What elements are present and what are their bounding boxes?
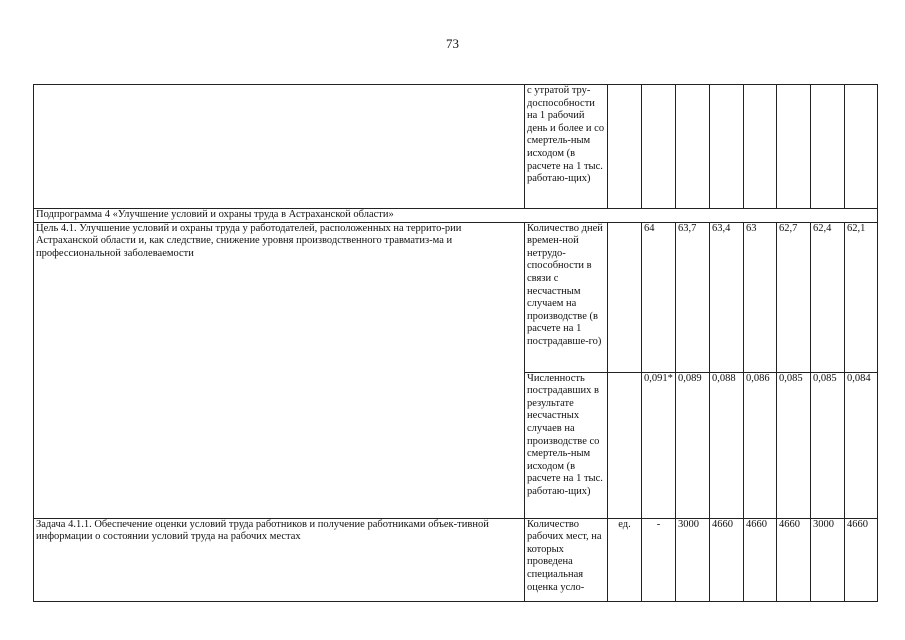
value-cell: 62,4 [811, 222, 845, 372]
unit-cell [608, 85, 642, 209]
value-cell: 4660 [845, 518, 878, 601]
indicator-cell [525, 85, 608, 209]
value-cell: 0,089 [676, 372, 710, 518]
value-cell: 63 [744, 222, 777, 372]
task-text: Задача 4.1.1. Обеспечение оценки условий труда работников и получение работниками объек-тивной информации о состоянии условий труда на рабочих местах [34, 518, 525, 601]
indicator-cell [525, 518, 608, 601]
indicator-name: Численность пострадавших в результате несчастных случаев на производстве со смертель-ным исходом (в расчете на 1 тыс. работаю-щих) [527, 372, 603, 497]
value-cell: 0,084 [845, 372, 878, 518]
value-cell: 0,086 [744, 372, 777, 518]
value-cell: 4660 [777, 518, 811, 601]
value-cell [744, 85, 777, 209]
indicator-cell [525, 222, 608, 372]
unit-cell [608, 222, 642, 372]
value-cell: 0,085 [811, 372, 845, 518]
value-cell: 64 [642, 222, 676, 372]
base-value-cell: - [642, 518, 676, 601]
value-cell [777, 85, 811, 209]
goal-cell-empty [34, 85, 525, 209]
value-cell: 4660 [744, 518, 777, 601]
value-cell: 3000 [811, 518, 845, 601]
table-row-continuation [34, 85, 878, 209]
value-cell [676, 85, 710, 209]
value-cell: 0,091* [642, 372, 676, 518]
value-cell: 3000 [676, 518, 710, 601]
indicator-name: с утратой тру-доспособности на 1 рабочий день и более и со смертель-ным исходом (в расчете на 1 тыс. работаю-щих) [527, 85, 605, 185]
unit-cell [608, 372, 642, 518]
goal-text: Цель 4.1. Улучшение условий и охраны труда у работодателей, расположенных на террито-рии Астраханской области и, как следствие, снижение уровня производственного травматиз-ма и профессиональной заболеваемости [34, 222, 525, 518]
value-cell: 62,1 [845, 222, 878, 372]
indicator-table [33, 84, 878, 602]
page-number: 73 [446, 36, 459, 51]
value-cell [845, 85, 878, 209]
value-cell: 63,4 [710, 222, 744, 372]
indicator-name: Количество дней времен-ной нетрудо-способности в связи с несчастным случаем на производстве (в расчете на 1 пострадавше-го) [527, 222, 603, 347]
value-cell: 0,088 [710, 372, 744, 518]
value-cell: 63,7 [676, 222, 710, 372]
indicator-name: Количество рабочих мест, на которых проведена специальная оценка усло- [527, 518, 602, 593]
base-value-cell [642, 85, 676, 209]
table-row-task [34, 518, 878, 601]
table-row-goal [34, 222, 878, 372]
table-row-subprogram [34, 209, 878, 223]
unit-cell: ед. [608, 518, 642, 601]
indicator-cell [525, 372, 608, 518]
subprogram-title: Подпрограмма 4 «Улучшение условий и охраны труда в Астраханской области» [34, 209, 878, 223]
value-cell [811, 85, 845, 209]
value-cell [710, 85, 744, 209]
value-cell: 4660 [710, 518, 744, 601]
value-cell: 0,085 [777, 372, 811, 518]
value-cell: 62,7 [777, 222, 811, 372]
